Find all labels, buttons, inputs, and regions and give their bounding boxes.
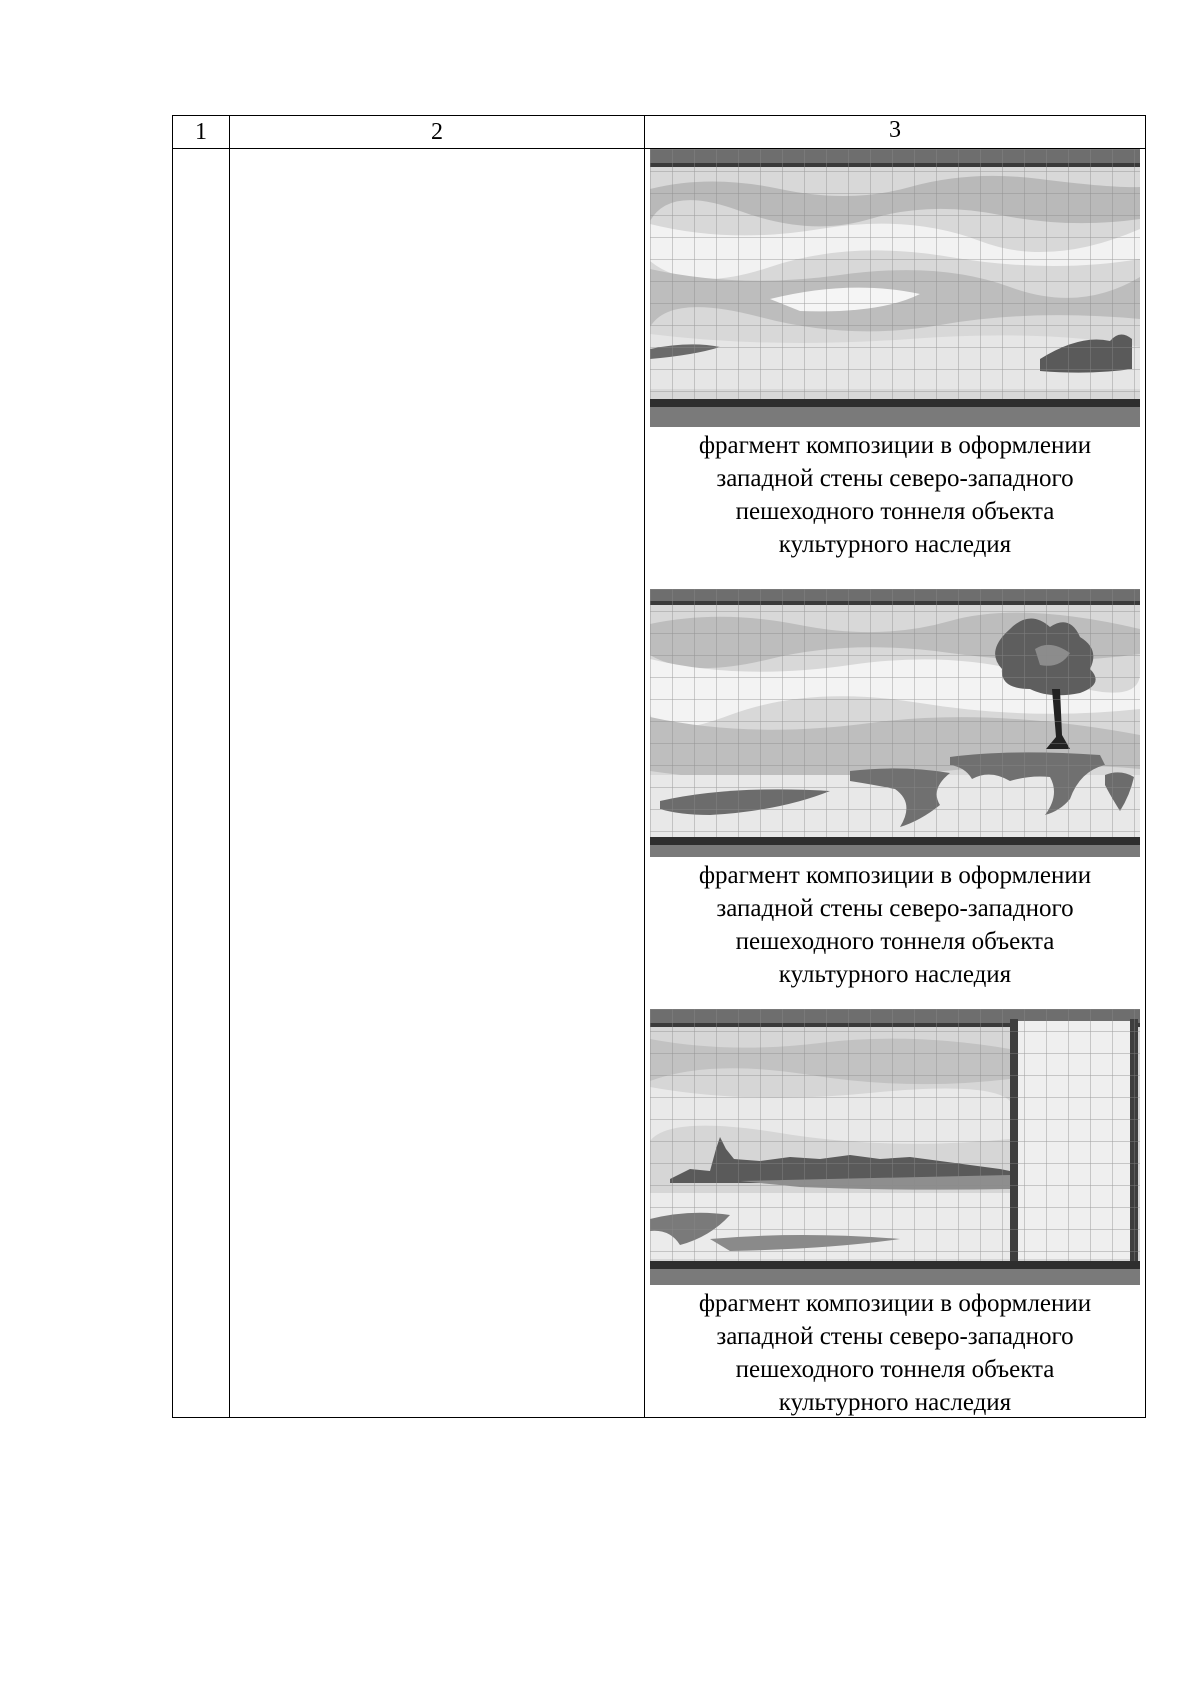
figure-3 xyxy=(645,1009,1145,1419)
mosaic-photo-3 xyxy=(650,1009,1140,1285)
figure-1-caption xyxy=(645,429,1145,561)
column-header-3: 3 xyxy=(889,117,901,143)
caption-line: пешеходного тоннеля объекта xyxy=(735,928,1055,955)
caption-line: фрагмент композиции в оформлении xyxy=(698,432,1092,459)
caption-line: фрагмент композиции в оформлении xyxy=(698,862,1092,889)
column-header-1: 1 xyxy=(195,119,207,145)
figure-2 xyxy=(645,589,1145,991)
figure-3-caption xyxy=(645,1287,1145,1419)
column-header-2: 2 xyxy=(431,119,443,145)
mosaic-photo-2 xyxy=(650,589,1140,857)
document-table xyxy=(172,115,1146,1418)
caption-line: культурного наследия xyxy=(778,531,1012,558)
caption-line: западной стены северо-западного xyxy=(716,465,1074,492)
figure-1 xyxy=(645,149,1145,561)
column-divider-1 xyxy=(229,116,230,1417)
caption-line: западной стены северо-западного xyxy=(716,895,1074,922)
caption-line: пешеходного тоннеля объекта xyxy=(735,1356,1055,1383)
caption-line: культурного наследия xyxy=(778,961,1012,988)
caption-line: западной стены северо-западного xyxy=(716,1323,1074,1350)
caption-line: культурного наследия xyxy=(778,1389,1012,1416)
caption-line: пешеходного тоннеля объекта xyxy=(735,498,1055,525)
caption-line: фрагмент композиции в оформлении xyxy=(698,1290,1092,1317)
figure-2-caption xyxy=(645,859,1145,991)
mosaic-photo-1 xyxy=(650,149,1140,427)
